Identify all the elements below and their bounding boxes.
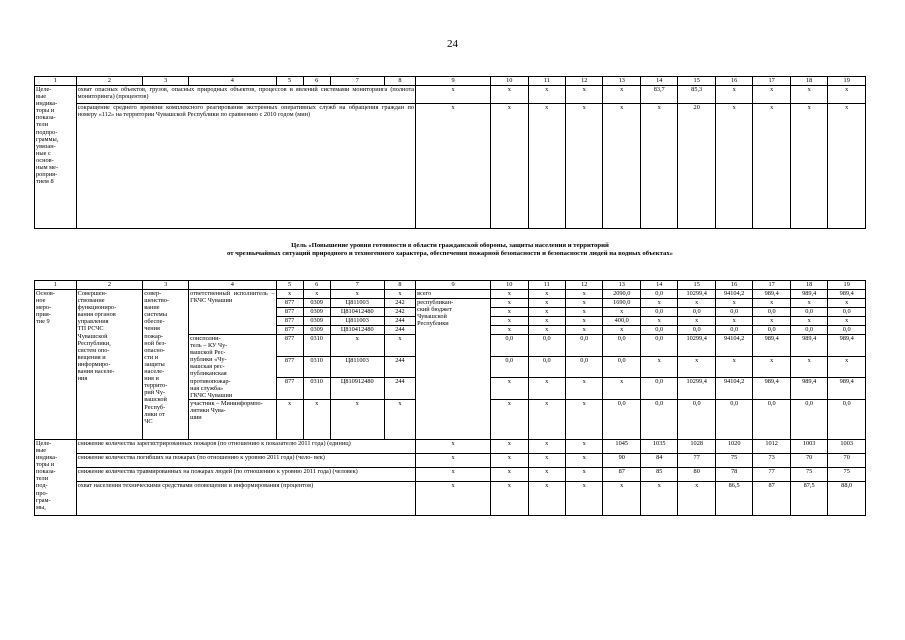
indicator-value: 1020 bbox=[715, 439, 752, 453]
budget-code: x bbox=[276, 290, 303, 299]
funding-value: 1690,0 bbox=[603, 299, 640, 308]
column-header: 14 bbox=[640, 281, 677, 290]
indicator-value: x bbox=[416, 481, 491, 515]
budget-code: x bbox=[330, 399, 384, 439]
indicator-value: 70 bbox=[828, 453, 866, 467]
column-header: 5 bbox=[276, 281, 303, 290]
goal-line-1: Цель «Повышение уровня готовности в области гражданской обороны, защиты населения и территорий bbox=[291, 242, 609, 249]
indicator-value: x bbox=[790, 86, 827, 104]
indicator-value: 87,5 bbox=[790, 481, 827, 515]
funding-value: 989,4 bbox=[828, 378, 866, 400]
budget-code: x bbox=[330, 335, 384, 357]
funding-value: x bbox=[528, 308, 565, 317]
funding-value: x bbox=[678, 299, 715, 308]
funding-value: x bbox=[491, 299, 528, 308]
budget-code: x bbox=[330, 290, 384, 299]
funding-value: 989,4 bbox=[790, 335, 827, 357]
funding-value: x bbox=[828, 299, 866, 308]
funding-value: 0,0 bbox=[640, 399, 677, 439]
funding-value: x bbox=[491, 308, 528, 317]
funding-value: 0,0 bbox=[566, 356, 603, 378]
indicator-value: 85 bbox=[640, 467, 677, 481]
funding-source: всего bbox=[416, 290, 491, 299]
indicator-value: x bbox=[678, 481, 715, 515]
indicator-row bbox=[35, 481, 866, 515]
column-header: 7 bbox=[330, 77, 384, 86]
funding-value: x bbox=[528, 326, 565, 335]
header-row bbox=[35, 77, 866, 86]
main-event-label: Основ- ное меро- прия- тие 9 bbox=[35, 290, 77, 440]
funding-value: x bbox=[603, 308, 640, 317]
budget-code: 0309 bbox=[303, 326, 330, 335]
funding-value: x bbox=[753, 317, 790, 326]
funding-value: 0,0 bbox=[715, 399, 752, 439]
indicator-value: x bbox=[491, 86, 528, 104]
indicator-value: x bbox=[528, 86, 565, 104]
funding-value: 0,0 bbox=[640, 326, 677, 335]
section-label: Целе- вые индика- торы и показа- тели под- про- грам- мы, bbox=[35, 439, 77, 515]
column-header: 6 bbox=[303, 281, 330, 290]
funding-value: 0,0 bbox=[753, 308, 790, 317]
budget-code: Ц810412480 bbox=[330, 326, 384, 335]
column-header: 8 bbox=[384, 281, 415, 290]
column-header: 13 bbox=[603, 281, 640, 290]
funding-value: 94104,2 bbox=[715, 378, 752, 400]
column-header: 1 bbox=[35, 77, 77, 86]
column-header: 19 bbox=[828, 77, 866, 86]
indicator-value: 77 bbox=[753, 467, 790, 481]
column-header: 16 bbox=[715, 77, 752, 86]
funding-value: 10299,4 bbox=[678, 335, 715, 357]
funding-value: x bbox=[828, 317, 866, 326]
indicator-value: x bbox=[416, 86, 491, 104]
funding-value: 0,0 bbox=[603, 356, 640, 378]
column-header: 10 bbox=[491, 77, 528, 86]
funding-value: x bbox=[528, 290, 565, 299]
funding-value: 0,0 bbox=[715, 308, 752, 317]
indicator-value: 73 bbox=[753, 453, 790, 467]
funding-value: 10299,4 bbox=[678, 290, 715, 299]
budget-code: x bbox=[276, 399, 303, 439]
indicator-value: 1035 bbox=[640, 439, 677, 453]
indicator-value: x bbox=[715, 86, 752, 104]
funding-value: 0,0 bbox=[678, 326, 715, 335]
column-header: 10 bbox=[491, 281, 528, 290]
indicator-value: 1045 bbox=[603, 439, 640, 453]
budget-row bbox=[35, 290, 866, 299]
indicator-value: x bbox=[528, 481, 565, 515]
funding-value: x bbox=[715, 356, 752, 378]
responsible-executor: ответственный исполнитель – ГКЧС Чувашии bbox=[189, 290, 276, 335]
funding-value: x bbox=[753, 356, 790, 378]
funding-value: x bbox=[715, 317, 752, 326]
funding-value: 0,0 bbox=[640, 378, 677, 400]
header-row bbox=[35, 281, 866, 290]
budget-code: 244 bbox=[384, 356, 415, 378]
funding-value: x bbox=[566, 299, 603, 308]
column-header: 15 bbox=[678, 77, 715, 86]
budget-code: 877 bbox=[276, 308, 303, 317]
indicator-value: x bbox=[491, 439, 528, 453]
column-header: 19 bbox=[828, 281, 866, 290]
budget-code: 0309 bbox=[303, 308, 330, 317]
funding-value: 989,4 bbox=[828, 290, 866, 299]
indicator-value: 78 bbox=[715, 467, 752, 481]
indicator-row bbox=[35, 86, 866, 104]
funding-value: x bbox=[790, 299, 827, 308]
funding-value: 0,0 bbox=[528, 356, 565, 378]
funding-value: x bbox=[566, 308, 603, 317]
funding-value: 0,0 bbox=[603, 335, 640, 357]
column-header: 8 bbox=[384, 77, 415, 86]
budget-code: 877 bbox=[276, 299, 303, 308]
event-purpose: совер- шенство- вание системы обеспе- чения пожар- ной без- опасно- сти и защиты населе- ния и террито- рий Чу- вашской Респуб- лики от ЧС bbox=[143, 290, 189, 440]
indicator-value: 20 bbox=[678, 104, 715, 229]
budget-code: 877 bbox=[276, 317, 303, 326]
indicator-value: x bbox=[828, 86, 866, 104]
main-event-9-table bbox=[34, 280, 866, 516]
column-header: 4 bbox=[189, 77, 276, 86]
funding-source: республикан- ский бюджет Чувашской Республики bbox=[416, 299, 491, 440]
budget-code: 877 bbox=[276, 335, 303, 357]
indicator-description: сокращение среднего времени комплексного реагирования экстренных оперативных служб на обращения граждан по номеру «112» на территории Чувашской Республики по сравнению с 2010 годом (мин) bbox=[76, 104, 415, 229]
budget-code: 0309 bbox=[303, 299, 330, 308]
funding-value: 0,0 bbox=[528, 335, 565, 357]
funding-value: 10299,4 bbox=[678, 378, 715, 400]
budget-code: 0310 bbox=[303, 378, 330, 400]
indicator-value: 1012 bbox=[753, 439, 790, 453]
indicator-value: 75 bbox=[828, 467, 866, 481]
indicator-description: охват населения техническими средствами оповещения и информирования (процентов) bbox=[76, 481, 415, 515]
budget-code: x bbox=[303, 290, 330, 299]
funding-value: 0,0 bbox=[491, 335, 528, 357]
budget-code: Ц810912480 bbox=[330, 378, 384, 400]
indicator-value: x bbox=[566, 86, 603, 104]
budget-code: Ц810412480 bbox=[330, 308, 384, 317]
indicator-value: 87 bbox=[603, 467, 640, 481]
indicator-value: 86,5 bbox=[715, 481, 752, 515]
indicator-row bbox=[35, 439, 866, 453]
goal-heading bbox=[34, 242, 866, 259]
indicator-value: x bbox=[790, 104, 827, 229]
column-header: 1 bbox=[35, 281, 77, 290]
column-header: 13 bbox=[603, 77, 640, 86]
column-header: 17 bbox=[753, 77, 790, 86]
indicator-value: 75 bbox=[715, 453, 752, 467]
page-number: 24 bbox=[447, 38, 458, 50]
budget-code: 877 bbox=[276, 326, 303, 335]
funding-value: x bbox=[828, 356, 866, 378]
column-header: 14 bbox=[640, 77, 677, 86]
budget-code: 242 bbox=[384, 299, 415, 308]
funding-value: x bbox=[566, 378, 603, 400]
indicator-value: 88,0 bbox=[828, 481, 866, 515]
indicator-value: 70 bbox=[790, 453, 827, 467]
indicator-value: x bbox=[491, 467, 528, 481]
column-header: 7 bbox=[330, 281, 384, 290]
budget-code: x bbox=[303, 399, 330, 439]
funding-value: x bbox=[678, 356, 715, 378]
funding-value: 0,0 bbox=[678, 308, 715, 317]
funding-value: 989,4 bbox=[753, 290, 790, 299]
indicator-value: x bbox=[528, 104, 565, 229]
column-header: 3 bbox=[143, 77, 189, 86]
indicator-value: 85,3 bbox=[678, 86, 715, 104]
column-header: 17 bbox=[753, 281, 790, 290]
indicator-value: x bbox=[603, 104, 640, 229]
indicator-value: 1028 bbox=[678, 439, 715, 453]
funding-value: x bbox=[528, 317, 565, 326]
funding-value: 0,0 bbox=[678, 399, 715, 439]
indicator-value: x bbox=[603, 481, 640, 515]
indicators-table-event-8 bbox=[34, 76, 866, 229]
column-header: 3 bbox=[143, 281, 189, 290]
funding-value: x bbox=[678, 317, 715, 326]
funding-value: 0,0 bbox=[640, 335, 677, 357]
indicator-value: x bbox=[753, 86, 790, 104]
funding-value: 989,4 bbox=[790, 290, 827, 299]
column-header: 5 bbox=[276, 77, 303, 86]
column-header: 16 bbox=[715, 281, 752, 290]
funding-value: 0,0 bbox=[566, 335, 603, 357]
funding-value: 0,0 bbox=[640, 290, 677, 299]
funding-value: 0,0 bbox=[790, 399, 827, 439]
funding-value: x bbox=[753, 299, 790, 308]
funding-value: x bbox=[715, 299, 752, 308]
column-header: 2 bbox=[76, 77, 143, 86]
budget-code: Ц811003 bbox=[330, 299, 384, 308]
funding-value: 989,4 bbox=[753, 335, 790, 357]
budget-code: 0310 bbox=[303, 356, 330, 378]
indicator-value: x bbox=[566, 104, 603, 229]
indicator-value: x bbox=[416, 439, 491, 453]
column-header: 2 bbox=[76, 281, 143, 290]
indicator-value: 83,7 bbox=[640, 86, 677, 104]
budget-code: 244 bbox=[384, 317, 415, 326]
column-header: 4 bbox=[189, 281, 276, 290]
funding-value: x bbox=[603, 326, 640, 335]
funding-value: 0,0 bbox=[640, 308, 677, 317]
co-executor: соисполни- тель – КУ Чу- вашской Рес- публики «Чу- вашская рес- публиканская противопожар- ная служба» ГКЧС Чувашии bbox=[189, 335, 276, 400]
funding-value: 0,0 bbox=[828, 399, 866, 439]
budget-code: x bbox=[384, 335, 415, 357]
main-event-title: Совершен- ствование функциониро- вания органов управления ТП РСЧС Чувашской Республики, систем опо- вещения и информиро- вания населе- ния bbox=[76, 290, 143, 440]
indicator-value: x bbox=[416, 453, 491, 467]
indicator-value: 90 bbox=[603, 453, 640, 467]
column-header: 12 bbox=[566, 281, 603, 290]
budget-code: 877 bbox=[276, 356, 303, 378]
column-header: 12 bbox=[566, 77, 603, 86]
funding-value: x bbox=[491, 317, 528, 326]
column-header: 9 bbox=[416, 281, 491, 290]
column-header: 6 bbox=[303, 77, 330, 86]
funding-value: x bbox=[603, 378, 640, 400]
funding-value: x bbox=[790, 317, 827, 326]
funding-value: x bbox=[566, 399, 603, 439]
section-label: Целе- вые индика- торы и показа- тели подпро- граммы, увязан- ные с основ- ным ме- роприя- тием 8 bbox=[35, 86, 77, 229]
budget-code: 0310 bbox=[303, 335, 330, 357]
funding-value: x bbox=[491, 399, 528, 439]
funding-value: 989,4 bbox=[790, 378, 827, 400]
indicator-value: x bbox=[566, 439, 603, 453]
indicator-value: x bbox=[528, 453, 565, 467]
funding-value: x bbox=[491, 378, 528, 400]
funding-value: x bbox=[640, 299, 677, 308]
funding-value: 0,0 bbox=[790, 308, 827, 317]
indicator-row bbox=[35, 104, 866, 229]
indicator-value: 1003 bbox=[828, 439, 866, 453]
budget-code: 244 bbox=[384, 378, 415, 400]
budget-code: x bbox=[384, 399, 415, 439]
funding-value: x bbox=[640, 317, 677, 326]
indicator-value: x bbox=[715, 104, 752, 229]
indicator-value: x bbox=[491, 104, 528, 229]
indicator-value: x bbox=[603, 86, 640, 104]
indicator-value: x bbox=[491, 481, 528, 515]
budget-code: 242 bbox=[384, 308, 415, 317]
column-header: 11 bbox=[528, 77, 565, 86]
budget-code: x bbox=[384, 290, 415, 299]
funding-value: 0,0 bbox=[828, 326, 866, 335]
funding-value: x bbox=[491, 326, 528, 335]
indicator-value: 84 bbox=[640, 453, 677, 467]
indicator-value: 75 bbox=[790, 467, 827, 481]
indicator-value: 77 bbox=[678, 453, 715, 467]
goal-line-2: от чрезвычайных ситуаций природного и техногенного характера, обеспечения пожарной безопасности и безопасности людей на водных объектах» bbox=[226, 250, 674, 258]
funding-value: x bbox=[566, 326, 603, 335]
funding-value: 0,0 bbox=[715, 326, 752, 335]
column-header: 11 bbox=[528, 281, 565, 290]
funding-value: x bbox=[528, 378, 565, 400]
indicator-description: охват опасных объектов, грузов, опасных природных объектов, процессов и явлений системами мониторинга (полнота мониторинга) (процентов) bbox=[76, 86, 415, 104]
funding-value: x bbox=[566, 290, 603, 299]
indicator-value: x bbox=[828, 104, 866, 229]
funding-value: x bbox=[566, 317, 603, 326]
column-header: 18 bbox=[790, 281, 827, 290]
indicator-description: снижение количества зарегистрированных пожаров (по отношению к показателю 2011 года) (единиц) bbox=[76, 439, 415, 453]
indicator-row bbox=[35, 453, 866, 467]
funding-value: 989,4 bbox=[753, 378, 790, 400]
funding-value: 0,0 bbox=[828, 308, 866, 317]
budget-code: 244 bbox=[384, 326, 415, 335]
indicator-value: x bbox=[528, 467, 565, 481]
funding-value: x bbox=[491, 290, 528, 299]
funding-value: 2090,0 bbox=[603, 290, 640, 299]
indicator-value: x bbox=[491, 453, 528, 467]
participant: участник – Мининформпо- литики Чува- шии bbox=[189, 399, 276, 439]
indicator-value: x bbox=[566, 467, 603, 481]
funding-value: 94104,2 bbox=[715, 335, 752, 357]
indicator-description: снижение количества погибших на пожарах (по отношению к уровню 2011 года) (чело- век) bbox=[76, 453, 415, 467]
indicator-value: x bbox=[528, 439, 565, 453]
budget-code: 0309 bbox=[303, 317, 330, 326]
funding-value: x bbox=[528, 399, 565, 439]
indicator-value: x bbox=[566, 481, 603, 515]
funding-value: 0,0 bbox=[491, 356, 528, 378]
indicator-value: 1003 bbox=[790, 439, 827, 453]
funding-value: 0,0 bbox=[603, 399, 640, 439]
funding-value: 989,4 bbox=[828, 335, 866, 357]
column-header: 18 bbox=[790, 77, 827, 86]
budget-code: Ц811003 bbox=[330, 317, 384, 326]
budget-code: 877 bbox=[276, 378, 303, 400]
indicator-value: x bbox=[416, 104, 491, 229]
funding-value: x bbox=[790, 356, 827, 378]
indicator-value: x bbox=[640, 104, 677, 229]
indicator-description: снижение количества травмированных на пожарах людей (по отношению к уровню 2011 года) (человек) bbox=[76, 467, 415, 481]
funding-value: 0,0 bbox=[790, 326, 827, 335]
column-header: 9 bbox=[416, 77, 491, 86]
funding-value: x bbox=[640, 356, 677, 378]
funding-value: 0,0 bbox=[753, 399, 790, 439]
indicator-value: x bbox=[566, 453, 603, 467]
budget-code: Ц811003 bbox=[330, 356, 384, 378]
funding-value: 400,0 bbox=[603, 317, 640, 326]
indicator-value: x bbox=[640, 481, 677, 515]
indicator-value: x bbox=[753, 104, 790, 229]
funding-value: x bbox=[528, 299, 565, 308]
indicator-value: x bbox=[416, 467, 491, 481]
funding-value: 0,0 bbox=[753, 326, 790, 335]
indicator-row bbox=[35, 467, 866, 481]
column-header: 15 bbox=[678, 281, 715, 290]
funding-value: 94104,2 bbox=[715, 290, 752, 299]
indicator-value: 80 bbox=[678, 467, 715, 481]
indicator-value: 87 bbox=[753, 481, 790, 515]
